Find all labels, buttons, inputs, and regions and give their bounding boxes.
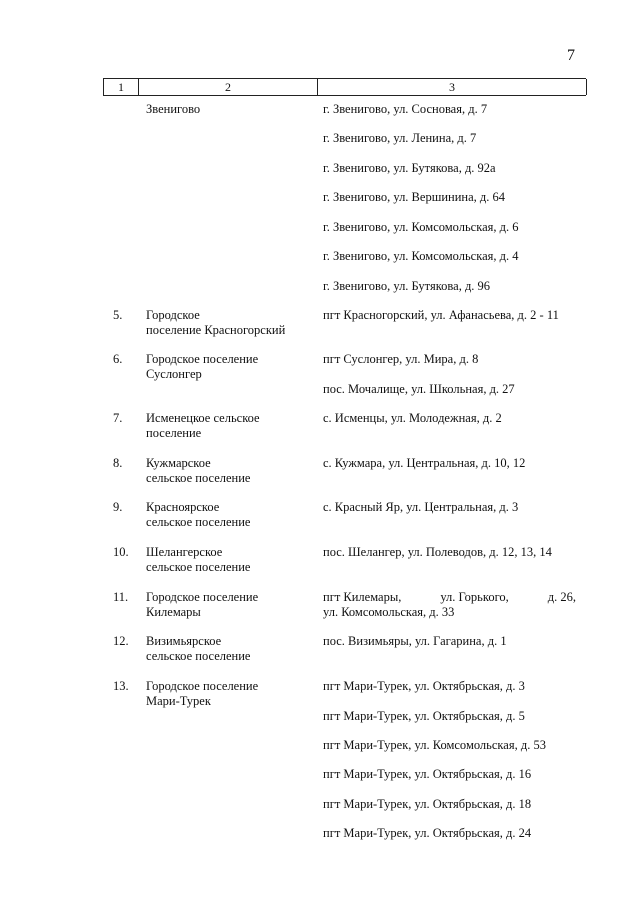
settlement-name: Звенигово: [146, 102, 201, 116]
header-col-1: 1: [103, 79, 138, 95]
row-number: 10.: [113, 545, 129, 559]
address: пос. Визимьяры, ул. Гагарина, д. 1: [323, 634, 507, 648]
row-number: 9.: [113, 500, 123, 514]
row-number: 11.: [113, 590, 129, 604]
settlement-name: Исменецкое сельское поселение: [146, 411, 260, 440]
header-col-2: 2: [138, 79, 317, 95]
address: пгт Мари-Турек, ул. Комсомольская, д. 53: [323, 738, 546, 752]
address: с. Красный Яр, ул. Центральная, д. 3: [323, 500, 519, 514]
address: г. Звенигово, ул. Сосновая, д. 7: [323, 102, 488, 116]
header-col-3: 3: [317, 79, 587, 95]
settlement-name: Городское поселение Килемары: [146, 590, 259, 619]
row-number: 7.: [113, 411, 123, 425]
row-number: 5.: [113, 308, 123, 322]
settlement-name: Городское поселение Мари-Турек: [146, 679, 259, 708]
address: пгт Мари-Турек, ул. Октябрьская, д. 5: [323, 709, 525, 723]
address: г. Звенигово, ул. Комсомольская, д. 4: [323, 249, 519, 263]
row-number: 6.: [113, 352, 123, 366]
address: пгт Мари-Турек, ул. Октябрьская, д. 16: [323, 767, 532, 781]
settlement-name: Городское поселение Красногорский: [146, 308, 286, 337]
settlement-name: Городское поселение Суслонгер: [146, 352, 259, 381]
page-number: 7: [567, 47, 575, 64]
table-header: [103, 78, 586, 96]
address: г. Звенигово, ул. Бутякова, д. 96: [323, 279, 491, 293]
settlement-name: Шелангерское сельское поселение: [146, 545, 251, 574]
address: г. Звенигово, ул. Ленина, д. 7: [323, 131, 477, 145]
address: с. Исменцы, ул. Молодежная, д. 2: [323, 411, 502, 425]
row-number: 13.: [113, 679, 129, 693]
address: г. Звенигово, ул. Бутякова, д. 92а: [323, 161, 496, 175]
address: пгт Мари-Турек, ул. Октябрьская, д. 24: [323, 826, 532, 840]
row-number: 8.: [113, 456, 123, 470]
address: пгт Мари-Турек, ул. Октябрьская, д. 3: [323, 679, 525, 693]
address: пгт Килемары, ул. Горького, д. 26, ул. Комсомольская, д. 33: [323, 590, 576, 619]
address: пос. Шелангер, ул. Полеводов, д. 12, 13, 14: [323, 545, 552, 559]
address: г. Звенигово, ул. Комсомольская, д. 6: [323, 220, 519, 234]
row-number: 12.: [113, 634, 129, 648]
settlement-name: Кужмарское сельское поселение: [146, 456, 251, 485]
address: с. Кужмара, ул. Центральная, д. 10, 12: [323, 456, 526, 470]
address: г. Звенигово, ул. Вершинина, д. 64: [323, 190, 505, 204]
address: пгт Красногорский, ул. Афанасьева, д. 2 - 11: [323, 308, 559, 322]
address: пос. Мочалище, ул. Школьная, д. 27: [323, 382, 515, 396]
address: пгт Суслонгер, ул. Мира, д. 8: [323, 352, 479, 366]
address: пгт Мари-Турек, ул. Октябрьская, д. 18: [323, 797, 532, 811]
settlement-name: Красноярское сельское поселение: [146, 500, 251, 529]
settlement-name: Визимьярское сельское поселение: [146, 634, 251, 663]
